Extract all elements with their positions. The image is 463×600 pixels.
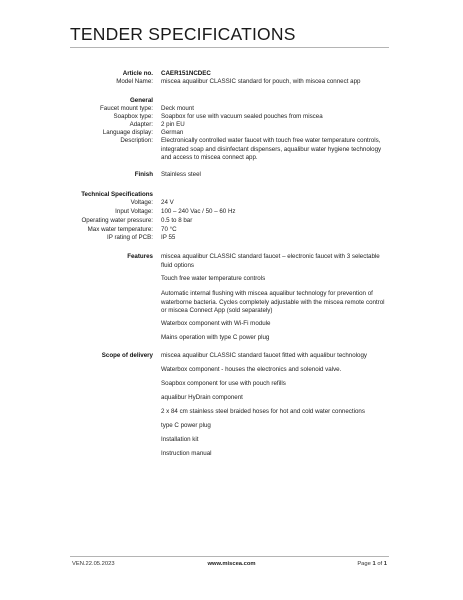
input-voltage-label: Input Voltage:	[115, 208, 153, 215]
delivery-item: Installation kit	[161, 436, 199, 443]
general-heading: General	[129, 97, 153, 104]
input-voltage-value: 100 – 240 Vac / 50 – 60 Hz	[161, 208, 236, 215]
delivery-item: Instruction manual	[161, 450, 212, 457]
page-number	[357, 560, 387, 568]
voltage-value: 24 V	[161, 199, 174, 206]
description-label: Description:	[120, 137, 153, 144]
technical-specifications-heading: Technical Specifications	[81, 191, 153, 198]
page-title: TENDER SPECIFICATIONS	[70, 24, 296, 44]
ip-rating-label: IP rating of PCB:	[107, 234, 153, 241]
feature-item: Waterbox component with Wi-Fi module	[161, 320, 271, 327]
page-prefix: Page	[357, 561, 373, 567]
website-link[interactable]: www.miscea.com	[207, 561, 256, 567]
document-version: VEN.22.05.2023	[72, 561, 115, 567]
faucet-mount-value: Deck mount	[161, 105, 195, 112]
ip-rating-value: IP 55	[161, 234, 176, 241]
page-total: 1	[383, 561, 387, 567]
article-no-value: CAER151NCDEC	[161, 70, 211, 77]
water-pressure-label: Operating water pressure:	[81, 217, 153, 224]
finish-label: Finish	[134, 171, 153, 178]
footer-divider	[70, 556, 389, 557]
features-label: Features	[127, 253, 153, 260]
feature-item: miscea aqualibur CLASSIC standard faucet – electronic faucet with 3 selectable fluid options	[161, 253, 380, 269]
description-value: Electronically controlled water faucet with touch free water temperature controls, integrated soap and disinfectant dispensers, aqualibur water hygiene technology and access to miscea connect app.	[161, 137, 382, 162]
page-current: 1	[372, 561, 376, 567]
page-of: of	[375, 561, 384, 567]
delivery-item: type C power plug	[161, 422, 211, 429]
water-pressure-value: 0.5 to 8 bar	[161, 217, 193, 224]
language-display-value: German	[161, 129, 184, 136]
voltage-label: Voltage:	[130, 199, 153, 206]
max-temperature-value: 70 °C	[161, 226, 177, 233]
adapter-value: 2 pin EU	[161, 121, 185, 128]
scope-of-delivery-label: Scope of delivery	[101, 352, 153, 359]
feature-item: Mains operation with type C power plug	[161, 334, 270, 341]
header-divider	[70, 47, 389, 48]
delivery-item: 2 x 84 cm stainless steel braided hoses for hot and cold water connections	[161, 408, 365, 415]
article-no-label: Article no.	[122, 70, 153, 77]
feature-item: Automatic internal flushing with miscea aqualibur technology for prevention of waterborne bacteria. Cycles completely adjustable with the miscea remote control or miscea Connect App (sold separately)	[161, 290, 385, 315]
model-name-value: miscea aqualibur CLASSIC standard for pouch, with miscea connect app	[161, 78, 361, 85]
soapbox-type-value: Soapbox for use with vacuum sealed pouches from miscea	[161, 113, 323, 120]
language-display-label: Language display:	[102, 129, 153, 136]
delivery-item: Soapbox component for use with pouch refills	[161, 380, 286, 387]
max-temperature-label: Max water temperature:	[87, 226, 153, 233]
soapbox-type-label: Soapbox type:	[113, 113, 153, 120]
adapter-label: Adapter:	[129, 121, 153, 128]
faucet-mount-label: Faucet mount type:	[100, 105, 153, 112]
delivery-item: Waterbox component - houses the electronics and solenoid valve.	[161, 366, 342, 373]
delivery-item: miscea aqualibur CLASSIC standard faucet fitted with aqualibur technology	[161, 352, 368, 359]
model-name-label: Model Name:	[116, 78, 153, 85]
delivery-item: aqualibur HyDrain component	[161, 394, 243, 401]
feature-item: Touch free water temperature controls	[161, 275, 266, 282]
finish-value: Stainless steel	[161, 171, 201, 178]
